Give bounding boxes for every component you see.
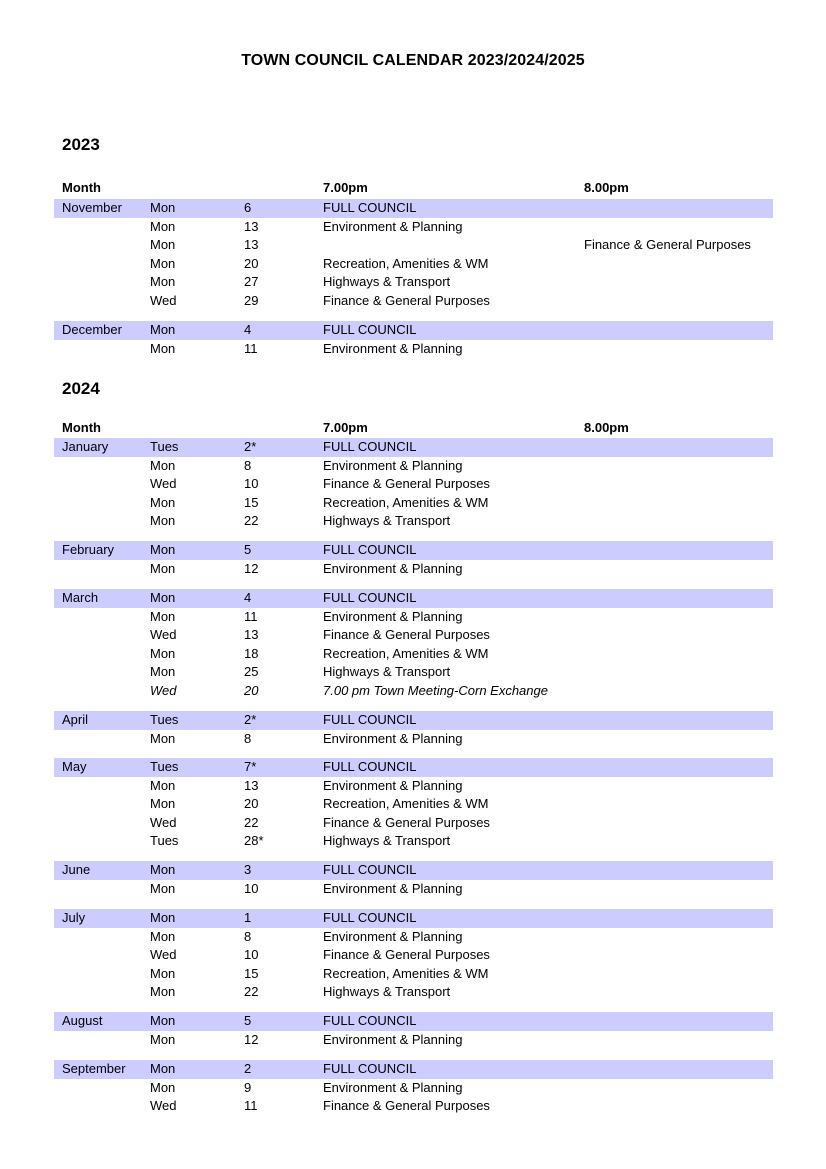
table-row: [54, 589, 773, 608]
row-day-cell: Wed: [150, 292, 177, 308]
row-7pm-meeting-cell: Finance & General Purposes: [323, 814, 490, 830]
row-date-cell: 29: [244, 292, 259, 308]
row-7pm-meeting-cell: Highways & Transport: [323, 274, 451, 289]
row-day-cell: Wed: [150, 682, 177, 698]
row-day-cell: Tues: [150, 712, 179, 727]
row-date-cell: 22: [244, 814, 259, 830]
row-date-cell: 15: [244, 965, 259, 981]
row-day-cell: Mon: [150, 1013, 176, 1028]
table-row: [54, 560, 773, 579]
table-row: [54, 682, 773, 701]
row-month-cell: March: [62, 590, 99, 605]
row-day-cell: Mon: [150, 255, 176, 271]
table-row: [54, 663, 773, 682]
table-row: [54, 255, 773, 274]
row-7pm-meeting-cell: Environment & Planning: [323, 457, 463, 473]
year-heading-2023: 2023: [62, 135, 100, 154]
table-row: [54, 218, 773, 237]
row-7pm-meeting-cell: Environment & Planning: [323, 1031, 463, 1047]
row-day-cell: Mon: [150, 645, 176, 661]
row-date-cell: 4: [244, 322, 252, 337]
row-7pm-meeting-cell: Environment & Planning: [323, 777, 463, 793]
table-row: [54, 645, 773, 664]
row-7pm-meeting-cell: Environment & Planning: [323, 340, 463, 356]
row-date-cell: 11: [244, 340, 258, 356]
table-row: [54, 1012, 773, 1031]
table-row: [54, 236, 773, 255]
row-day-cell: Mon: [150, 274, 176, 289]
row-day-cell: Wed: [150, 476, 177, 491]
row-7pm-meeting-cell: FULL COUNCIL: [323, 910, 417, 925]
row-date-cell: 13: [244, 777, 259, 793]
row-date-cell: 11: [244, 608, 258, 624]
row-date-cell: 10: [244, 880, 259, 896]
row-8pm-meeting-cell: Finance & General Purposes: [584, 237, 751, 252]
row-month-cell: January: [62, 439, 109, 454]
row-date-cell: 25: [244, 664, 259, 679]
row-date-cell: 28*: [244, 833, 264, 848]
column-header-8pm: 8.00pm: [584, 420, 629, 435]
row-7pm-meeting-cell: Environment & Planning: [323, 730, 463, 746]
row-date-cell: 2: [244, 1061, 252, 1076]
row-month-cell: August: [62, 1013, 103, 1028]
row-7pm-meeting-cell: FULL COUNCIL: [323, 200, 417, 215]
table-row: [54, 983, 773, 1002]
row-month-cell: November: [62, 200, 122, 215]
row-7pm-meeting-cell: FULL COUNCIL: [323, 862, 417, 877]
table-row: [54, 909, 773, 928]
table-row: [54, 880, 773, 899]
row-7pm-meeting-cell: FULL COUNCIL: [323, 439, 417, 454]
row-7pm-meeting-cell: FULL COUNCIL: [323, 712, 417, 727]
table-row: [54, 541, 773, 560]
row-date-cell: 10: [244, 476, 259, 491]
table-row: [54, 730, 773, 749]
row-day-cell: Mon: [150, 200, 176, 215]
row-7pm-meeting-cell: Finance & General Purposes: [323, 947, 490, 962]
row-7pm-meeting-cell: FULL COUNCIL: [323, 590, 417, 605]
row-date-cell: 20: [244, 796, 259, 811]
row-7pm-meeting-cell: Finance & General Purposes: [323, 1098, 490, 1113]
page-title: TOWN COUNCIL CALENDAR 2023/2024/2025: [241, 52, 585, 69]
row-date-cell: 15: [244, 494, 259, 510]
row-date-cell: 8: [244, 730, 252, 746]
row-7pm-meeting-cell: Recreation, Amenities & WM: [323, 965, 489, 981]
row-date-cell: 11: [244, 1098, 258, 1113]
row-date-cell: 22: [244, 513, 259, 528]
row-day-cell: Mon: [150, 513, 176, 528]
row-7pm-meeting-cell: FULL COUNCIL: [323, 322, 417, 337]
table-row: [54, 512, 773, 531]
row-day-cell: Mon: [150, 237, 176, 252]
table-row: [54, 758, 773, 777]
row-date-cell: 2*: [244, 439, 257, 454]
row-date-cell: 20: [244, 255, 259, 271]
row-7pm-meeting-cell: FULL COUNCIL: [323, 759, 417, 774]
row-day-cell: Tues: [150, 759, 179, 774]
row-month-cell: May: [62, 759, 87, 774]
row-day-cell: Mon: [150, 910, 176, 925]
row-7pm-meeting-cell: Highways & Transport: [323, 664, 451, 679]
row-month-cell: July: [62, 910, 86, 925]
table-row: [54, 928, 773, 947]
row-7pm-meeting-cell: Highways & Transport: [323, 984, 451, 999]
table-row: [54, 608, 773, 627]
table-row: [54, 626, 773, 645]
table-row: [54, 340, 773, 359]
row-day-cell: Mon: [150, 608, 176, 624]
table-row: [54, 795, 773, 814]
table-row: [54, 1060, 773, 1079]
row-date-cell: 20: [244, 682, 259, 698]
row-day-cell: Tues: [150, 439, 179, 454]
row-date-cell: 5: [244, 1013, 252, 1028]
table-row: [54, 965, 773, 984]
row-7pm-meeting-cell: Environment & Planning: [323, 928, 463, 944]
row-7pm-meeting-cell: Highways & Transport: [323, 833, 451, 848]
row-7pm-meeting-cell: Environment & Planning: [323, 608, 463, 624]
table-row: [54, 1031, 773, 1050]
column-header-7pm: 7.00pm: [323, 180, 368, 195]
row-7pm-meeting-cell: Environment & Planning: [323, 880, 463, 896]
table-row: [54, 777, 773, 796]
row-date-cell: 9: [244, 1079, 252, 1095]
row-day-cell: Mon: [150, 322, 176, 337]
table-row: [54, 273, 773, 292]
row-date-cell: 3: [244, 862, 252, 877]
row-7pm-meeting-cell: Recreation, Amenities & WM: [323, 645, 489, 661]
table-row: [54, 199, 773, 218]
row-7pm-meeting-cell: Environment & Planning: [323, 218, 463, 234]
row-day-cell: Tues: [150, 833, 179, 848]
row-date-cell: 8: [244, 457, 252, 473]
row-day-cell: Wed: [150, 947, 177, 962]
row-day-cell: Mon: [150, 457, 176, 473]
row-7pm-meeting-cell: FULL COUNCIL: [323, 1061, 417, 1076]
row-date-cell: 12: [244, 560, 259, 576]
row-date-cell: 18: [244, 645, 259, 661]
table-row: [54, 711, 773, 730]
table-row: [54, 1097, 773, 1116]
column-header-7pm: 7.00pm: [323, 420, 368, 435]
row-date-cell: 2*: [244, 712, 257, 727]
row-day-cell: Mon: [150, 664, 176, 679]
row-day-cell: Mon: [150, 542, 176, 557]
row-date-cell: 7*: [244, 759, 257, 774]
row-day-cell: Mon: [150, 965, 176, 981]
row-7pm-meeting-cell: Finance & General Purposes: [323, 292, 490, 308]
row-date-cell: 4: [244, 590, 252, 605]
row-date-cell: 13: [244, 218, 259, 234]
row-day-cell: Mon: [150, 796, 176, 811]
table-row: [54, 861, 773, 880]
row-7pm-meeting-cell: Highways & Transport: [323, 513, 451, 528]
row-date-cell: 22: [244, 984, 259, 999]
row-day-cell: Mon: [150, 880, 176, 896]
row-7pm-meeting-cell: Recreation, Amenities & WM: [323, 494, 489, 510]
row-month-cell: June: [62, 862, 91, 877]
table-row: [54, 438, 773, 457]
row-7pm-meeting-cell: 7.00 pm Town Meeting-Corn Exchange: [323, 682, 548, 698]
table-row: [54, 1079, 773, 1098]
row-day-cell: Wed: [150, 814, 177, 830]
row-7pm-meeting-cell: FULL COUNCIL: [323, 542, 417, 557]
row-day-cell: Mon: [150, 928, 176, 944]
table-row: [54, 475, 773, 494]
column-header-8pm: 8.00pm: [584, 180, 629, 195]
table-row: [54, 814, 773, 833]
row-7pm-meeting-cell: Environment & Planning: [323, 1079, 463, 1095]
row-day-cell: Mon: [150, 590, 176, 605]
row-day-cell: Mon: [150, 730, 176, 746]
table-row: [54, 946, 773, 965]
table-row: [54, 292, 773, 311]
row-day-cell: Mon: [150, 218, 176, 234]
row-date-cell: 27: [244, 274, 259, 289]
row-day-cell: Wed: [150, 627, 177, 642]
column-header-month: Month: [62, 180, 101, 195]
row-7pm-meeting-cell: Recreation, Amenities & WM: [323, 796, 489, 811]
row-7pm-meeting-cell: Recreation, Amenities & WM: [323, 255, 489, 271]
table-row: [54, 457, 773, 476]
row-date-cell: 6: [244, 200, 252, 215]
column-header-month: Month: [62, 420, 101, 435]
row-day-cell: Mon: [150, 777, 176, 793]
row-7pm-meeting-cell: Environment & Planning: [323, 560, 463, 576]
row-date-cell: 13: [244, 627, 259, 642]
row-day-cell: Mon: [150, 560, 176, 576]
row-day-cell: Wed: [150, 1098, 177, 1113]
row-7pm-meeting-cell: FULL COUNCIL: [323, 1013, 417, 1028]
row-day-cell: Mon: [150, 984, 176, 999]
row-7pm-meeting-cell: Finance & General Purposes: [323, 627, 490, 642]
row-date-cell: 10: [244, 947, 259, 962]
row-month-cell: April: [62, 712, 89, 727]
table-row: [54, 321, 773, 340]
row-day-cell: Mon: [150, 1079, 176, 1095]
row-month-cell: December: [62, 322, 122, 337]
row-7pm-meeting-cell: Finance & General Purposes: [323, 476, 490, 491]
row-date-cell: 5: [244, 542, 252, 557]
table-row: [54, 832, 773, 851]
row-date-cell: 1: [244, 910, 252, 925]
row-month-cell: February: [62, 542, 115, 557]
row-day-cell: Mon: [150, 494, 176, 510]
table-row: [54, 494, 773, 513]
row-day-cell: Mon: [150, 340, 176, 356]
row-day-cell: Mon: [150, 1061, 176, 1076]
row-date-cell: 12: [244, 1031, 259, 1047]
row-month-cell: September: [62, 1061, 126, 1076]
row-date-cell: 13: [244, 237, 259, 252]
row-day-cell: Mon: [150, 1031, 176, 1047]
year-heading-2024: 2024: [62, 379, 100, 398]
row-date-cell: 8: [244, 928, 252, 944]
row-day-cell: Mon: [150, 862, 176, 877]
